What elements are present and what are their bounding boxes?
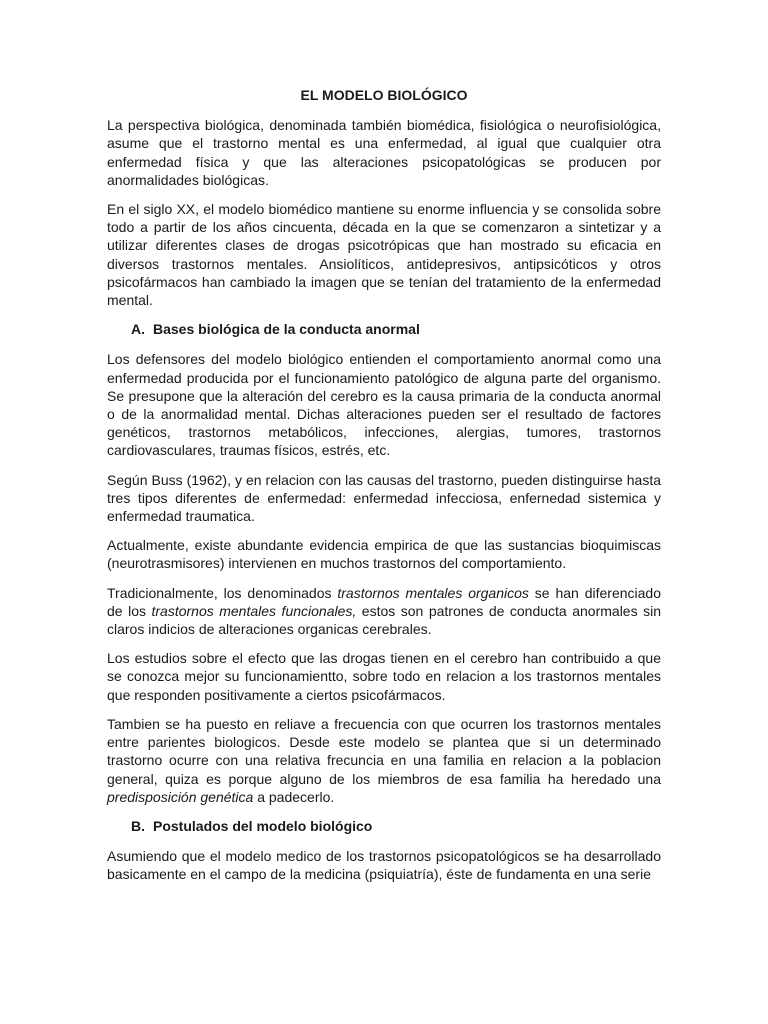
p4-text-a: Tradicionalmente, los denominados — [107, 584, 338, 601]
section-a-paragraph-5: Los estudios sobre el efecto que las drogas tienen en el cerebro han contribuido a que se conozca mejor su funcionamientto, sobre todo en relacion a los trastornos mentales que responden positivamente a ciertos psicofármacos. — [107, 650, 661, 703]
section-a-letter: A. — [131, 321, 145, 338]
p6-text-b: a padecerlo. — [253, 788, 335, 805]
section-a-heading — [107, 320, 661, 338]
p4-text-b: se han diferenciado de los — [107, 584, 661, 619]
p6-text-a: Tambien se ha puesto en reliave a frecuencia con que ocurren los trastornos mentales entre parientes biologicos. Desde este modelo se plantea que si un determinado trastorno ocurre con una relativa frecuncia en una familia en relacion a la poblacion general, quiza es porque alguno de los miembros de esa familia ha heredado una — [107, 715, 661, 787]
intro-paragraph-2: En el siglo XX, el modelo biomédico mantiene su enorme influencia y se consolida sobre todo a partir de los años cincuenta, década en la que se comenzaron a sintetizar y a utilizar diferentes clases de drogas psicotrópicas que han mostrado su eficacia en diversos trastornos mentales. Ansiolíticos, antidepresivos, antipsicóticos y otros psicofármacos han cambiado la imagen que se tenían del tratamiento de la enfermedad mental. — [107, 201, 661, 309]
section-a-paragraph-3: Actualmente, existe abundante evidencia empirica de que las sustancias bioquimiscas (neurotrasmisores) intervienen en muchos trastornos del comportamiento. — [107, 537, 661, 572]
section-b-letter: B. — [131, 817, 145, 834]
section-a-paragraph-4 — [107, 584, 661, 639]
p4-italic-2: trastornos mentales funcionales, — [151, 602, 357, 619]
document-title: EL MODELO BIOLÓGICO — [300, 87, 468, 103]
section-b-paragraph-1: Asumiendo que el modelo medico de los trastornos psicopatológicos se ha desarrollado basicamente en el campo de la medicina (psiquiatría), éste de fundamenta en una serie — [107, 848, 661, 883]
section-a-paragraph-1: Los defensores del modelo biológico entienden el comportamiento anormal como una enfermedad producida por el funcionamiento patológico de alguna parte del organismo. Se presupone que la alteración del cerebro es la causa primaria de la conducta anormal o de la anormalidad mental. Dichas alteraciones pueden ser el resultado de factores genéticos, trastornos metabólicos, infecciones, alergias, tumores, trastornos cardiovasculares, traumas físicos, estrés, etc. — [107, 351, 661, 459]
p6-italic: predisposición genética — [107, 788, 254, 805]
section-a-paragraph-2: Según Buss (1962), y en relacion con las causas del trastorno, pueden distinguirse hasta tres tipos diferentes de enfermedad: enfermedad infecciosa, enfernedad sistemica y enfermedad traumatica. — [107, 471, 661, 525]
section-a-heading-text: Bases biológica de la conducta anormal — [153, 321, 420, 338]
section-a-paragraph-6 — [107, 715, 661, 806]
section-b-heading — [107, 817, 661, 835]
document-page — [107, 86, 661, 895]
p4-text-c: estos son patrones de conducta anormales sin claros indicios de alteraciones organicas cerebrales. — [107, 602, 661, 638]
intro-paragraph-1: La perspectiva biológica, denominada también biomédica, fisiológica o neurofisiológica, asume que el trastorno mental es una enfermedad, al igual que cualquier otra enfermedad física y que las alteraciones psicopatológicas se producen por anormalidades biológicas. — [107, 117, 661, 188]
p4-italic-1: trastornos mentales organicos — [337, 584, 529, 601]
section-b-heading-text: Postulados del modelo biológico — [153, 817, 373, 834]
